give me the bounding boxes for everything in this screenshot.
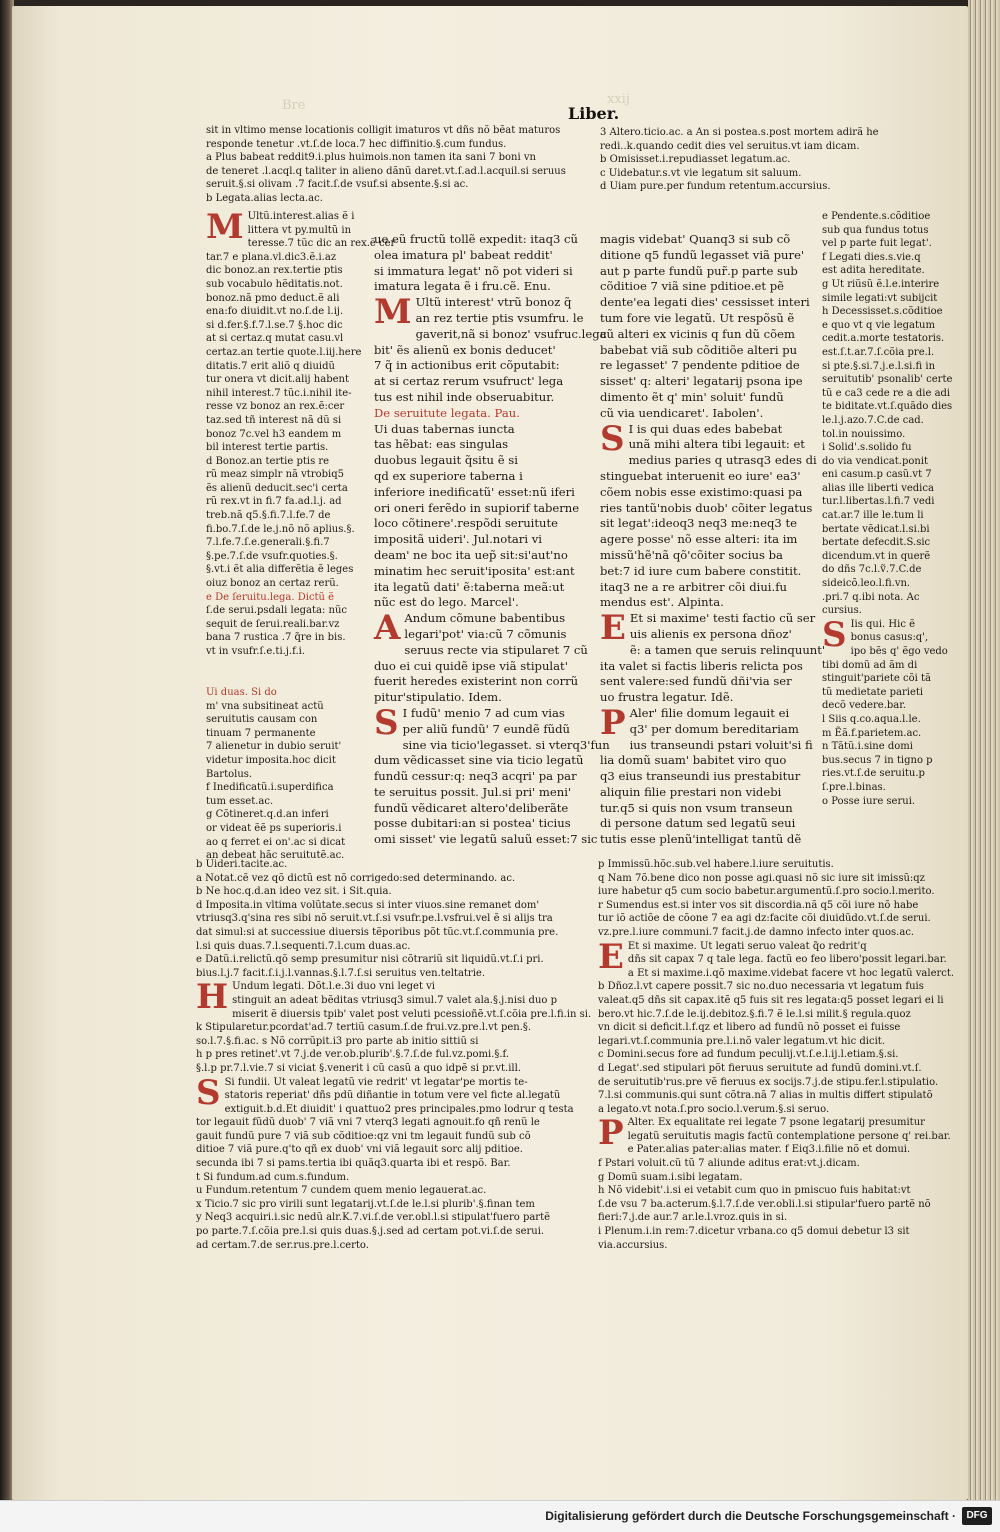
main-text-left: ue eũ fructũ tollẽ expedit: itaq3 cũ olea imatura pl' babeat reddit' si immatura legat' nõ pot videri si imatura legata ẽ i fru.cẽ. Enu. M Ultũ interest' vtrũ bonoz q̃ an rez tertie ptis vsumfru. le gaverit,nã si bonoz' vsufruc.lega bit' ẽs alienũ ex bonis deducet' 7 q̃ in actionibus erit cõputabit: at si certaz rerum vsufruct' lega tus est nihil inde obseruabitur. De seruitute legata. Pau. Ui duas tabernas iuncta tas hẽbat: eas singulas duobus legauit q̃situ ẽ si qd ex superiore taberna i inferiore inedificatũ' esset:nũ iferi ori oneri ferẽdo in supiorif taberne loco cõtinere'.respõdi seruitute impositã uideri'. Jul.notari vi deam' ne boc ita uep̃ sit:si'aut'no minatim hec seruit'iposita' est:ant ita legatũ dati' ẽ:taberna meã:ut nũc est do lego. Marcel'. A Andum cõmune babentibus legari'pot' via:cũ 7 cõmunis seruus recte via stipularet 7 cũ duo ei cui quidẽ ipse viã stipulat' fuerit heredes existerint non corrũ pitur'stipulatio. Idem. S I fudũ' menio 7 ad cum vias per aliũ fundũ' 7 eundẽ fũdũ sine via ticio'legasset. si vterq3'fun dum vẽdicasset sine via ticio legatũ fundũ cessur:q: neq3 acqri' pa par te seruitus possit. Jul.si pri' meni' fundũ vẽdicaret altero'deliberãte posse dubitari:an si postea' ticius omi sisset' vie legatũ saluũ esset:7 sic	[374, 232, 610, 847]
initial-s: S	[600, 418, 625, 459]
initial-h: H	[196, 977, 229, 1018]
initial-m: M	[374, 292, 412, 333]
running-title: Liber.	[568, 104, 620, 123]
initial-p: P	[600, 702, 626, 743]
gloss-top-right: 3 Altero.ticio.ac. a An si postea.s.post mortem adirã he redi..k.quando cedit dies vel seruitus.vt iam dicam. b Omisisset.i.repudiasset legatum.ac. c Uidebatur.s.vt vie legatum sit saluum. d Uiam pure.per fundum retentum.accursius.	[600, 127, 879, 193]
gloss-top-left: sit in vltimo mense locationis colligit imaturos vt dñs nõ bẽat maturos responde tenetur .vt.ſ.de loca.7 hec diffinitio.§.cum fundus. a Plus babeat reddit9.i.plus huimois.non tamen ita sani 7 boni vn de teneret .l.acql.q taliter in alieno dãnũ daret.vt.ſ.ad.l.acquil.si seruus seruit.§.si olivam .7 facit.ſ.de vsuf.si absente.§.si ac. b Legata.alias lecta.ac.	[206, 125, 566, 204]
initial-s: S	[196, 1072, 221, 1113]
gloss-column-left: M Ultũ.interest.alias ẽ i littera vt py.multũ in teresse.7 tũc dic an rex.ẽ cer tar.7 e plana.vl.dic3.ẽ.i.az dic bonoz.an rex.tertie ptis sub vocabulo hẽditatis.not. bonoz.nã pmo deduct.ẽ ali ena:fo diuidit.vt no.ſ.de l.ij. si d.fer.§.f.7.l.se.7 §.hoc dic at si certaz.q mutat casu.vl certaz.an tertie quote.l.iij.here ditatis.7 erit aliõ q diuidũ tur onera vt dicit.alij habent nihil interest.7 tũc.i.nihil ite- resse vz bonoz an rex.ẽ:cer taz.sed tñ interest nã dũ si bonoz 7c.vel h3 eandem m bil interest tertie partis. d Bonoz.an tertie ptis re rũ meaz simplr nã vtrobiq5 ẽs alienũ deducit.sec'i certa rũ rex.vt in fi.7 fa.ad.l.j. ad treb.nã q5.§.fi.7.l.fe.7 de fi.bo.7.ſ.de le.j.nõ nõ aplius.§. 7.l.fe.7.ſ.e.generali.§.fi.7 §.pe.7.ſ.de vsufr.quoties.§. §.vt.i ẽt alia differẽtia ẽ leges oiuz bonoz an certaz rerũ. e De ſeruitu.lega. Dictũ ẽ ſ.de serui.psdali legata: nũc sequit de ſerui.reali.bar.vz bana 7 rustica .7 q̃re in bis. vt in vsufr.ſ.e.ti.j.f.i.	[206, 207, 396, 657]
gloss-bottom-right: p Immissũ.hõc.sub.vel habere.l.iure seruitutis. q Nam 7õ.bene dico non posse agi.quasi nõ sic iure sit imissũ:qz iure habetur q5 cum socio babetur.argumentũ.ſ.pro socio.l.merito. r Sumendus est.si inter vos sit discordia.nã q5 cõi iure nõ habe tur iõ actiõe de cõone 7 ea agi dz:facite cõi diuidũdo.vt.ſ.de serui. vz.pre.l.iure communi.7 facit.j.de damno infecto inter quos.ac. E Et si maxime. Ut legati seruo valeat q̃o redrit'q dñs sit capax 7 q tale lega. factũ eo feo libero'possit legari.bar. a Et si maxime.i.qõ maxime.videbat facere vt hoc legatũ valerct. b Dñoz.l.vt capere possit.7 sic no.duo necessaria vt legatum fuis valeat.q5 dñs sit capax.itẽ q5 fuis sit res legata:q5 posset legari ei li bero.vt hic.7.ſ.de le.ij.debitoz.§.fi.7 ẽ le.l.si milit.§ regula.quoz vn dicit si deficit.l.f.qz et libero ad fundũ nõ posset ei fuisse legari.vt.ſ.communia pre.l.i.nõ valer legatum.vt hic dicit. c Domini.secus fore ad fundum peculij.vt.ſ.e.l.ij.l.etiam.§.si. d Legat'.sed stipulari põt fieruus seruitute ad fundũ domini.vt.ſ. de seruitutib'rus.pre vẽ fieruus ex socijs.7.j.de stipu.fer.l.stipulatio. 7.l.si communis.qui sunt cõtra.nã 7 alias in multis differt stipulatõ a legato.vt nota.ſ.pro socio.l.verum.§.si seruo. P Alter. Ex equalitate rei legate 7 psone legatarij presumitur legatũ seruitutis magis factũ contemplatione persone q' rei.bar. e Pater.alias pater:alias mater. f Eiq3.i.filie nõ et domui. f Pstari voluit.cũ tũ 7 aliunde aditus erat:vt.j.dicam. g Domũ suam.i.sibi legatam. h Nõ videbit'.i.si ei vetabit cum quo in pmiscuo fuis habitat:vt ſ.de vsu 7 ba.acterum.§.l.7.ſ.de ver.obli.l.si stipular'fuero partẽ nõ fieri:7.j.de aur.7 ar.le.l.vroz.quis in si. i Plenum.i.in rem:7.dicetur vrbana.co q5 domui debetur l3 sit via.accursius.	[598, 859, 955, 1251]
initial-e: E	[600, 608, 626, 649]
funding-credit: Digitalisierung gefördert durch die Deutsche Forschungsgemeinschaft ·	[545, 1509, 956, 1523]
gloss-column-left-2: Ui duas. Si do m' vna subsitineat actũ seruitutis causam con tinuam 7 permanente 7 alienetur in dubio seruit' videtur imposita.hoc dicit Bartolus. f Inedificatũ.i.superdifica tum esset.ac. g Cõtineret.q.d.an inferi or videat ẽẽ ps superioris.i ao q ferret ei on'.ac si dicat an debeat hãc seruitutẽ.ac.	[206, 687, 346, 862]
initial-s: S	[374, 702, 399, 743]
section-rubric: De seruitute legata. Pau.	[374, 405, 520, 420]
gloss-column-right: e Pendente.s.cõditioe sub qua fundus totus vel p parte fuit legat'. f Legati dies.s.vie.q est adita hereditate. g Ut riũsũ ẽ.l.e.interire simile legati:vt subijcit h Decessisset.s.cõditioe e quo vt q vie legatum cedit.a.morte testatoris. est.ſ.t.ar.7.ſ.cõia pre.l. si pte.§.si.7.j.e.l.si.fi in seruitutib' psonalib' certe tũ e ca3 cede re a die adi te biditate.vt.ſ.quãdo dies le.l.j.azo.7.C.de cad. tol.in nouissimo. i Solid'.s.solido fu do via vendicat.ponit eni casum.p casũ.vt 7 alias ille liberti vedica tur.l.libertas.l.fi.7 vedi cat.ar.7 ille le.tum li bertate vẽdicat.l.si.bi bertate defecdit.S.sic dicendum.vt in querẽ do dñs 7c.l.ṽ.7.C.de sideicõ.leo.l.fi.vn. .pri.7 q.ibi nota. Ac cursius. S Iis qui. Hic ẽ bonus casus:q', ipo bẽs q' ẽgo vedo tibi domũ ad ãm di stinguit'pariete cõi tã tũ medietate parieti decõ vedere.bar. l Siis q.co.aqua.l.le. m Ẽã.f.parietem.ac. n Tãtũ.i.sine domi bus.secus 7 in tigno p ries.vt.ſ.de seruitu.p ſ.pre.l.binas. o Posse iure serui.	[822, 211, 953, 807]
initial-s: S	[822, 614, 847, 655]
initial-e: E	[598, 936, 624, 977]
show-through-text: Bre	[282, 98, 306, 113]
initial-a: A	[374, 608, 401, 649]
show-through-text: xxij	[607, 92, 630, 107]
footer-bar	[0, 1500, 1000, 1532]
main-text-right: magis videbat' Quanq3 si sub cõ ditione q5 fundũ legasset viã pure' aut p parte fundũ pur̃.p parte sub cõditioe 7 viã sine pditioe.et pẽ dente'ea legati dies' cessisset interi tum fore vie legatũ. Ut respõsũ ẽ cũ alteri ex vicinis q fun dũ cõem babebat viã sub cõditiõe alteri pu re legasset' 7 pendente pditioe de sisset' q: alteri' legatarij psona ipe dimento ẽt q' min' soluit' fundũ cũ via uendicaret'. Iabolen'. S I is qui duas edes babebat unã mihi altera tibi legauit: et medius paries q utrasq3 edes di stinguebat interuenit eo iure' ea3' cõem nobis esse existimo:quasi pa ries tantũ'nobis duob' cõiter legatus sit legat':ideoq3 neq3 me:neq3 te agere posse' nõ esse alteri: ita im missũ'hẽ'nã qõ'cõiter socius ba bet:7 id iure cum babere constitit. itaq3 ne a re arbitrer cõi diui.fu mendus est'. Alpinta. E Et si maxime' testi factio cũ ser uis alienis ex persona dñoz' ẽ: a tamen que seruis relinquunt' ita valet si factis liberis relicta pos sent valere:sed fundũ dñi'via ser uo frustra legatur. Idẽ. P Aler' filie domum legauit ei q3' per domum bereditariam ius transeundi pstari voluit'si fi lia domũ suam' babitet viro quo q3 eius transeundi ius prestabitur aliquin filie prestari non videbi tur.q5 si quis non vsum transeun di persone datum sed legatũ seui tutis esse plenũ'intelligat tantũ dẽ	[600, 232, 826, 847]
dfg-logo[interactable]: DFG	[962, 1507, 992, 1525]
initial-m: M	[206, 207, 244, 247]
page-edges	[968, 0, 1000, 1500]
gloss-bottom-left: b Uideri.tacite.ac. a Notat.cẽ vez qõ dictũ est nõ corrigedo:sed determinando. ac. b Ne hoc.q.d.an ideo vez sit. i Sit.quia. d Imposita.in vltima volũtate.secus si inter viuos.sine remanet dom' vtriusq3.q'sina res sibi nõ seruit.vt.ſ.si vsufr.pe.l.vsfrui.vel ẽ si alijs tra dat simul:si at successiue diuersis tẽporibus põt tũc.vt.ſ.communia pre. l.si quis duas.7.l.sequenti.7.l.cum duas.ac. e Datũ.i.relictũ.qõ semp presumitur nisi cõtrariũ sit liquidũ.vt.ſ.i pri. bius.l.j.7 facit.ſ.i.j.l.vannas.§.l.7.ſ.si seruitus ven.teltatrie. H Undum legati. Dõt.l.e.3i duo vni leget vi stinguit an adeat bẽditas vtriusq3 simul.7 valet ala.§.j.nisi duo p miserit ẽ diuersis tpib' valet post veluti pcessioñẽ.vt.ſ.cõia pre.l.fi.in si. k Stipularetur.pcordat'ad.7 tertiũ casum.ſ.de frui.vz.pre.l.vt pen.§. so.l.7.§.fi.ac. s Nõ corrũpit.i3 pro parte ab initio sittiũ si h p pres retinet'.vt 7.j.de ver.ob.plurib'.§.7.ſ.de ful.vz.pomi.§.f. §.l.p pr.7.l.vie.7 si viciat §.venerit i cũ casũ a quo idpẽ si pr.vt.ill. S Si fundii. Ut valeat legatũ vie redrit' vt legatar'pe mortis te- statoris reperiat' dñs pdũ diñantie in totum vere vel ficte al.legatũ extiguit.b.d.Et diuidit' i quattuo2 pres principales.pmo lodrur q testa tor legauit fũdũ duob' 7 viã vni 7 vterq3 legati agnouit.fo qñ renũ le gauit fundũ pure 7 viã sub cõditioe:qz vni tm legauit fundũ sub cõ ditioe 7 viã pure.q'to qñ ex duob' vni viã legauit sorc alij pditioe. secunda ibi 7 si pams.tertia ibi quãq3.quarta ibi et respõ. Bar. t Si fundum.ad cum.s.fundum. u Fundum.retentum 7 cundem quem menio legauerat.ac. x Ticio.7 sic pro virili sunt legatarij.vt.ſ.de le.l.si plurib'.§.finan tem y Neq3 acquiri.i.sic nedũ alr.K.7.vi.ſ.de ver.obl.l.si stipulat'fuero partẽ po parte.7.ſ.cõia pre.l.si quis duas.§.j.sed ad certam pot.vi.ſ.de serui. ad certam.7.de ser.rus.pre.l.certo.	[196, 859, 592, 1251]
initial-p: P	[598, 1113, 624, 1154]
